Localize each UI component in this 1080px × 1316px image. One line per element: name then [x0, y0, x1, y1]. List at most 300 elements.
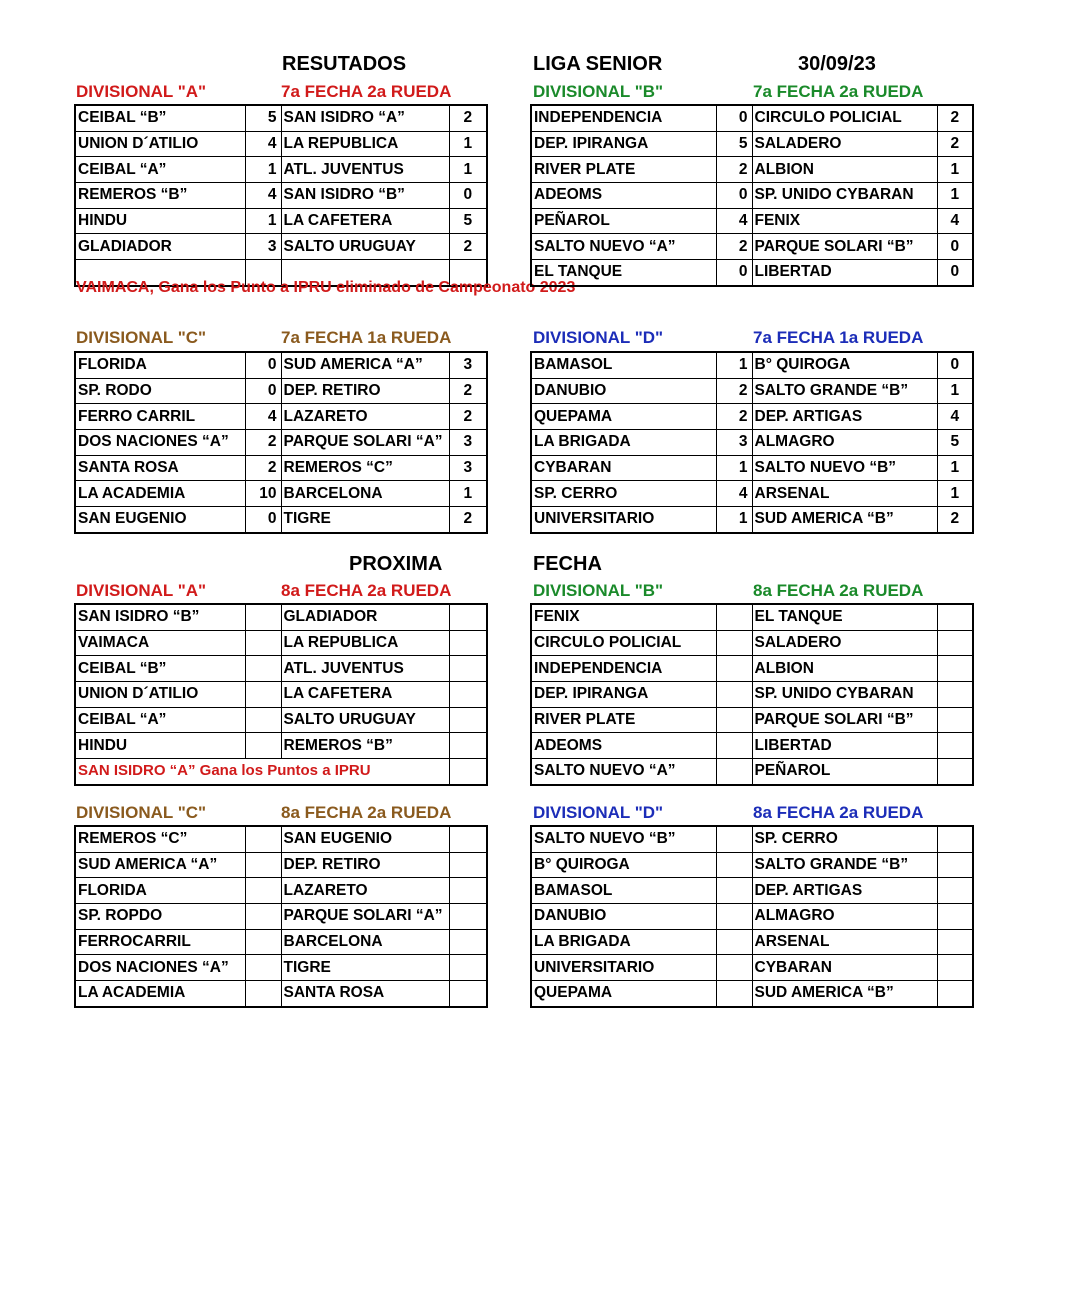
match-row	[531, 929, 973, 955]
away-team: B° QUIROGA	[752, 352, 937, 378]
home-team: UNIVERSITARIO	[531, 507, 716, 533]
home-team: LA ACADEMIA	[75, 481, 245, 507]
away-score: 2	[449, 507, 487, 533]
away-team: SP. UNIDO CYBARAN	[752, 183, 937, 209]
away-score	[937, 981, 973, 1007]
away-team: SALADERO	[752, 131, 937, 157]
match-row	[531, 105, 973, 131]
away-team: BARCELONA	[281, 929, 449, 955]
next-d-division: DIVISIONAL "D"	[533, 803, 664, 822]
home-score: 1	[716, 455, 752, 481]
match-row	[75, 183, 487, 209]
away-team: REMEROS “B”	[281, 733, 449, 759]
home-team: UNION D´ATILIO	[75, 682, 245, 708]
home-score	[716, 826, 752, 852]
match-row	[75, 904, 487, 930]
home-team: CYBARAN	[531, 455, 716, 481]
home-team: BAMASOL	[531, 352, 716, 378]
away-score	[449, 630, 487, 656]
home-team: CEIBAL “A”	[75, 707, 245, 733]
away-team: ARSENAL	[752, 481, 937, 507]
away-team: LA CAFETERA	[281, 682, 449, 708]
away-team: REMEROS “C”	[281, 455, 449, 481]
home-team: DEP. IPIRANGA	[531, 131, 716, 157]
match-row	[75, 507, 487, 533]
away-score: 3	[449, 430, 487, 456]
away-score	[449, 955, 487, 981]
match-row	[531, 430, 973, 456]
next-a-table	[74, 603, 488, 786]
away-team: SUD AMERICA “A”	[281, 352, 449, 378]
away-team: CIRCULO POLICIAL	[752, 105, 937, 131]
match-row	[531, 507, 973, 533]
away-score	[449, 759, 487, 785]
away-team: SANTA ROSA	[281, 981, 449, 1007]
away-score: 0	[937, 352, 973, 378]
away-team: DEP. RETIRO	[281, 852, 449, 878]
home-score: 4	[716, 481, 752, 507]
away-score: 2	[937, 131, 973, 157]
away-team: SUD AMERICA “B”	[752, 507, 937, 533]
results-c-table	[74, 351, 488, 534]
next-b-division: DIVISIONAL "B"	[533, 581, 664, 600]
away-team: FENIX	[752, 208, 937, 234]
away-score	[449, 733, 487, 759]
away-score	[937, 656, 973, 682]
away-score: 4	[937, 208, 973, 234]
home-score	[245, 878, 281, 904]
match-row	[75, 208, 487, 234]
away-team: GLADIADOR	[281, 604, 449, 630]
home-score: 10	[245, 481, 281, 507]
home-score	[245, 656, 281, 682]
away-score: 4	[937, 404, 973, 430]
away-score: 3	[449, 455, 487, 481]
home-score: 4	[245, 404, 281, 430]
away-score: 5	[449, 208, 487, 234]
home-score: 3	[716, 430, 752, 456]
home-score: 0	[245, 378, 281, 404]
home-score	[716, 904, 752, 930]
home-team: LA BRIGADA	[531, 430, 716, 456]
match-row	[531, 157, 973, 183]
away-team: ALBION	[752, 656, 937, 682]
away-score: 1	[937, 481, 973, 507]
next-a-round: 8a FECHA 2a RUEDA	[281, 581, 452, 600]
home-team: GLADIADOR	[75, 234, 245, 260]
home-score: 2	[716, 234, 752, 260]
home-score	[245, 707, 281, 733]
home-score: 1	[245, 157, 281, 183]
results-a-round: 7a FECHA 2a RUEDA	[281, 82, 452, 101]
home-team: QUEPAMA	[531, 981, 716, 1007]
home-team: UNION D´ATILIO	[75, 131, 245, 157]
away-score	[449, 604, 487, 630]
away-team: TIGRE	[281, 507, 449, 533]
match-row	[531, 733, 973, 759]
away-team: PARQUE SOLARI “A”	[281, 904, 449, 930]
away-score: 1	[449, 157, 487, 183]
next-title-right: FECHA	[533, 553, 602, 575]
next-d-round: 8a FECHA 2a RUEDA	[753, 803, 924, 822]
home-score	[716, 733, 752, 759]
away-score: 0	[937, 260, 973, 286]
home-score	[716, 929, 752, 955]
away-score	[937, 852, 973, 878]
away-score	[937, 878, 973, 904]
results-c-round: 7a FECHA 1a RUEDA	[281, 328, 452, 347]
match-row	[531, 352, 973, 378]
away-score	[937, 630, 973, 656]
match-row	[531, 260, 973, 286]
home-team: RIVER PLATE	[531, 157, 716, 183]
home-score: 0	[245, 507, 281, 533]
match-row	[531, 852, 973, 878]
away-score	[937, 604, 973, 630]
home-team: ADEOMS	[531, 183, 716, 209]
home-team: HINDU	[75, 733, 245, 759]
away-team: SALTO GRANDE “B”	[752, 378, 937, 404]
away-score: 2	[449, 234, 487, 260]
away-team: SP. UNIDO CYBARAN	[752, 682, 937, 708]
away-team: LIBERTAD	[752, 260, 937, 286]
next-c-division: DIVISIONAL "C"	[76, 803, 207, 822]
home-team: DEP. IPIRANGA	[531, 682, 716, 708]
home-score	[245, 733, 281, 759]
home-score: 5	[716, 131, 752, 157]
home-score: 1	[716, 352, 752, 378]
match-row	[531, 759, 973, 785]
match-row	[75, 981, 487, 1007]
match-row	[75, 131, 487, 157]
away-team: LA REPUBLICA	[281, 630, 449, 656]
home-team: FLORIDA	[75, 352, 245, 378]
home-score	[716, 981, 752, 1007]
away-score	[937, 707, 973, 733]
match-row	[75, 656, 487, 682]
home-team: INDEPENDENCIA	[531, 656, 716, 682]
home-team: QUEPAMA	[531, 404, 716, 430]
home-team: SP. RODO	[75, 378, 245, 404]
results-d-division: DIVISIONAL "D"	[533, 328, 664, 347]
match-row	[75, 105, 487, 131]
match-row	[75, 630, 487, 656]
away-team: SALTO NUEVO “B”	[752, 455, 937, 481]
home-team: BAMASOL	[531, 878, 716, 904]
next-b-round: 8a FECHA 2a RUEDA	[753, 581, 924, 600]
away-team: PARQUE SOLARI “B”	[752, 234, 937, 260]
home-team: REMEROS “C”	[75, 826, 245, 852]
home-team: SAN ISIDRO “B”	[75, 604, 245, 630]
results-d-round: 7a FECHA 1a RUEDA	[753, 328, 924, 347]
away-score: 1	[937, 157, 973, 183]
away-score: 2	[449, 378, 487, 404]
match-row	[75, 852, 487, 878]
away-score	[449, 852, 487, 878]
home-score: 2	[716, 378, 752, 404]
home-team: B° QUIROGA	[531, 852, 716, 878]
home-score: 0	[716, 183, 752, 209]
home-score	[716, 878, 752, 904]
home-team: FERROCARRIL	[75, 929, 245, 955]
next-a-division: DIVISIONAL "A"	[76, 581, 207, 600]
home-team: DOS NACIONES “A”	[75, 955, 245, 981]
home-team: FENIX	[531, 604, 716, 630]
away-score	[449, 707, 487, 733]
away-team: LIBERTAD	[752, 733, 937, 759]
home-score	[716, 656, 752, 682]
away-score: 5	[937, 430, 973, 456]
home-score	[716, 604, 752, 630]
results-b-division: DIVISIONAL "B"	[533, 82, 664, 101]
away-score: 2	[449, 105, 487, 131]
home-team: SALTO NUEVO “A”	[531, 234, 716, 260]
away-score: 2	[937, 507, 973, 533]
away-team: PEÑAROL	[752, 759, 937, 785]
match-row	[75, 707, 487, 733]
home-team: DOS NACIONES “A”	[75, 430, 245, 456]
away-team: EL TANQUE	[752, 604, 937, 630]
home-team: SALTO NUEVO “B”	[531, 826, 716, 852]
away-team: DEP. ARTIGAS	[752, 404, 937, 430]
match-row	[75, 157, 487, 183]
away-team: LA REPUBLICA	[281, 131, 449, 157]
match-row	[531, 604, 973, 630]
away-team: PARQUE SOLARI “B”	[752, 707, 937, 733]
home-team: RIVER PLATE	[531, 707, 716, 733]
next-a-note: SAN ISIDRO “A” Gana los Puntos a IPRU	[75, 759, 449, 785]
away-score	[937, 759, 973, 785]
match-row	[75, 929, 487, 955]
home-score	[716, 759, 752, 785]
away-team: LAZARETO	[281, 878, 449, 904]
results-a-note: VAIMACA, Gana los Punto a IPRU eliminado de Campeonato 2023	[76, 279, 576, 296]
match-row	[531, 878, 973, 904]
results-a-division: DIVISIONAL "A"	[76, 82, 207, 101]
away-score	[937, 826, 973, 852]
home-score	[716, 682, 752, 708]
match-row	[75, 234, 487, 260]
away-team: DEP. RETIRO	[281, 378, 449, 404]
home-score: 4	[716, 208, 752, 234]
home-team: LA ACADEMIA	[75, 981, 245, 1007]
away-score: 1	[937, 378, 973, 404]
home-score: 2	[245, 430, 281, 456]
away-score: 1	[449, 131, 487, 157]
match-row	[531, 378, 973, 404]
match-row	[531, 404, 973, 430]
note-row	[75, 759, 487, 785]
away-score	[449, 682, 487, 708]
match-row	[531, 682, 973, 708]
match-row	[531, 208, 973, 234]
home-score	[716, 852, 752, 878]
home-team: DANUBIO	[531, 378, 716, 404]
results-a-table	[74, 104, 488, 287]
match-row	[75, 733, 487, 759]
away-score	[449, 929, 487, 955]
home-score: 2	[245, 455, 281, 481]
match-row	[531, 981, 973, 1007]
away-team: SAN EUGENIO	[281, 826, 449, 852]
away-score	[449, 826, 487, 852]
home-team: VAIMACA	[75, 630, 245, 656]
away-team: SAN ISIDRO “A”	[281, 105, 449, 131]
away-team: SALTO GRANDE “B”	[752, 852, 937, 878]
match-row	[531, 455, 973, 481]
home-score: 3	[245, 234, 281, 260]
home-team: CEIBAL “B”	[75, 105, 245, 131]
home-score	[245, 955, 281, 981]
home-team: INDEPENDENCIA	[531, 105, 716, 131]
away-score: 2	[449, 404, 487, 430]
away-score	[449, 904, 487, 930]
away-team: LA CAFETERA	[281, 208, 449, 234]
results-title: RESUTADOS	[282, 53, 407, 75]
home-team: FLORIDA	[75, 878, 245, 904]
match-row	[75, 955, 487, 981]
home-score: 0	[716, 260, 752, 286]
away-score: 0	[449, 183, 487, 209]
home-team: UNIVERSITARIO	[531, 955, 716, 981]
home-score	[245, 826, 281, 852]
away-team: ALMAGRO	[752, 430, 937, 456]
away-score: 1	[937, 183, 973, 209]
match-row	[531, 630, 973, 656]
results-b-table	[530, 104, 974, 287]
match-row	[75, 604, 487, 630]
away-team: BARCELONA	[281, 481, 449, 507]
home-team: LA BRIGADA	[531, 929, 716, 955]
away-score	[937, 904, 973, 930]
home-team: DANUBIO	[531, 904, 716, 930]
away-score	[449, 656, 487, 682]
date-label: 30/09/23	[798, 53, 876, 75]
home-score	[716, 630, 752, 656]
next-c-round: 8a FECHA 2a RUEDA	[281, 803, 452, 822]
next-b-table	[530, 603, 974, 786]
home-team: ADEOMS	[531, 733, 716, 759]
home-score: 5	[245, 105, 281, 131]
away-team: DEP. ARTIGAS	[752, 878, 937, 904]
home-team: HINDU	[75, 208, 245, 234]
home-score: 4	[245, 131, 281, 157]
away-team: SALADERO	[752, 630, 937, 656]
match-row	[75, 481, 487, 507]
match-row	[531, 707, 973, 733]
match-row	[75, 455, 487, 481]
match-row	[75, 404, 487, 430]
home-score	[245, 904, 281, 930]
home-team: SUD AMERICA “A”	[75, 852, 245, 878]
home-score: 1	[716, 507, 752, 533]
away-team: ARSENAL	[752, 929, 937, 955]
results-b-round: 7a FECHA 2a RUEDA	[753, 82, 924, 101]
away-score	[937, 929, 973, 955]
home-team: REMEROS “B”	[75, 183, 245, 209]
results-c-division: DIVISIONAL "C"	[76, 328, 207, 347]
home-score: 0	[245, 352, 281, 378]
away-team: ALBION	[752, 157, 937, 183]
home-team: CEIBAL “A”	[75, 157, 245, 183]
home-score	[245, 929, 281, 955]
match-row	[531, 656, 973, 682]
away-score	[937, 682, 973, 708]
away-score: 1	[937, 455, 973, 481]
home-score	[245, 682, 281, 708]
away-team: SUD AMERICA “B”	[752, 981, 937, 1007]
match-row	[75, 430, 487, 456]
next-c-table	[74, 825, 488, 1008]
away-score	[449, 878, 487, 904]
match-row	[75, 826, 487, 852]
home-team: SP. ROPDO	[75, 904, 245, 930]
home-score	[716, 707, 752, 733]
away-team: ATL. JUVENTUS	[281, 656, 449, 682]
away-team: PARQUE SOLARI “A”	[281, 430, 449, 456]
away-score: 1	[449, 481, 487, 507]
away-score: 0	[937, 234, 973, 260]
home-team: CEIBAL “B”	[75, 656, 245, 682]
home-team: CIRCULO POLICIAL	[531, 630, 716, 656]
league-title: LIGA SENIOR	[533, 53, 663, 75]
results-d-table	[530, 351, 974, 534]
home-score: 1	[245, 208, 281, 234]
home-score: 2	[716, 157, 752, 183]
match-row	[531, 955, 973, 981]
match-row	[531, 183, 973, 209]
match-row	[75, 378, 487, 404]
match-row	[75, 682, 487, 708]
next-d-table	[530, 825, 974, 1008]
away-team: SALTO URUGUAY	[281, 234, 449, 260]
home-score	[245, 604, 281, 630]
home-score	[716, 955, 752, 981]
away-score	[937, 733, 973, 759]
away-team: ATL. JUVENTUS	[281, 157, 449, 183]
home-score: 0	[716, 105, 752, 131]
match-row	[531, 131, 973, 157]
home-score: 4	[245, 183, 281, 209]
match-row	[75, 878, 487, 904]
match-row	[75, 352, 487, 378]
match-row	[531, 234, 973, 260]
away-team: SALTO URUGUAY	[281, 707, 449, 733]
away-score	[449, 981, 487, 1007]
match-row	[531, 481, 973, 507]
home-score	[245, 852, 281, 878]
home-team: EL TANQUE	[531, 260, 716, 286]
away-score: 3	[449, 352, 487, 378]
home-team: SANTA ROSA	[75, 455, 245, 481]
away-team: SAN ISIDRO “B”	[281, 183, 449, 209]
away-team: TIGRE	[281, 955, 449, 981]
away-team: ALMAGRO	[752, 904, 937, 930]
next-title-left: PROXIMA	[349, 553, 443, 575]
home-team: PEÑAROL	[531, 208, 716, 234]
away-score: 2	[937, 105, 973, 131]
match-row	[531, 904, 973, 930]
home-team: SP. CERRO	[531, 481, 716, 507]
home-team: SALTO NUEVO “A”	[531, 759, 716, 785]
away-team: SP. CERRO	[752, 826, 937, 852]
home-score: 2	[716, 404, 752, 430]
away-team: LAZARETO	[281, 404, 449, 430]
home-score	[245, 981, 281, 1007]
away-team: CYBARAN	[752, 955, 937, 981]
home-team: FERRO CARRIL	[75, 404, 245, 430]
away-score	[937, 955, 973, 981]
